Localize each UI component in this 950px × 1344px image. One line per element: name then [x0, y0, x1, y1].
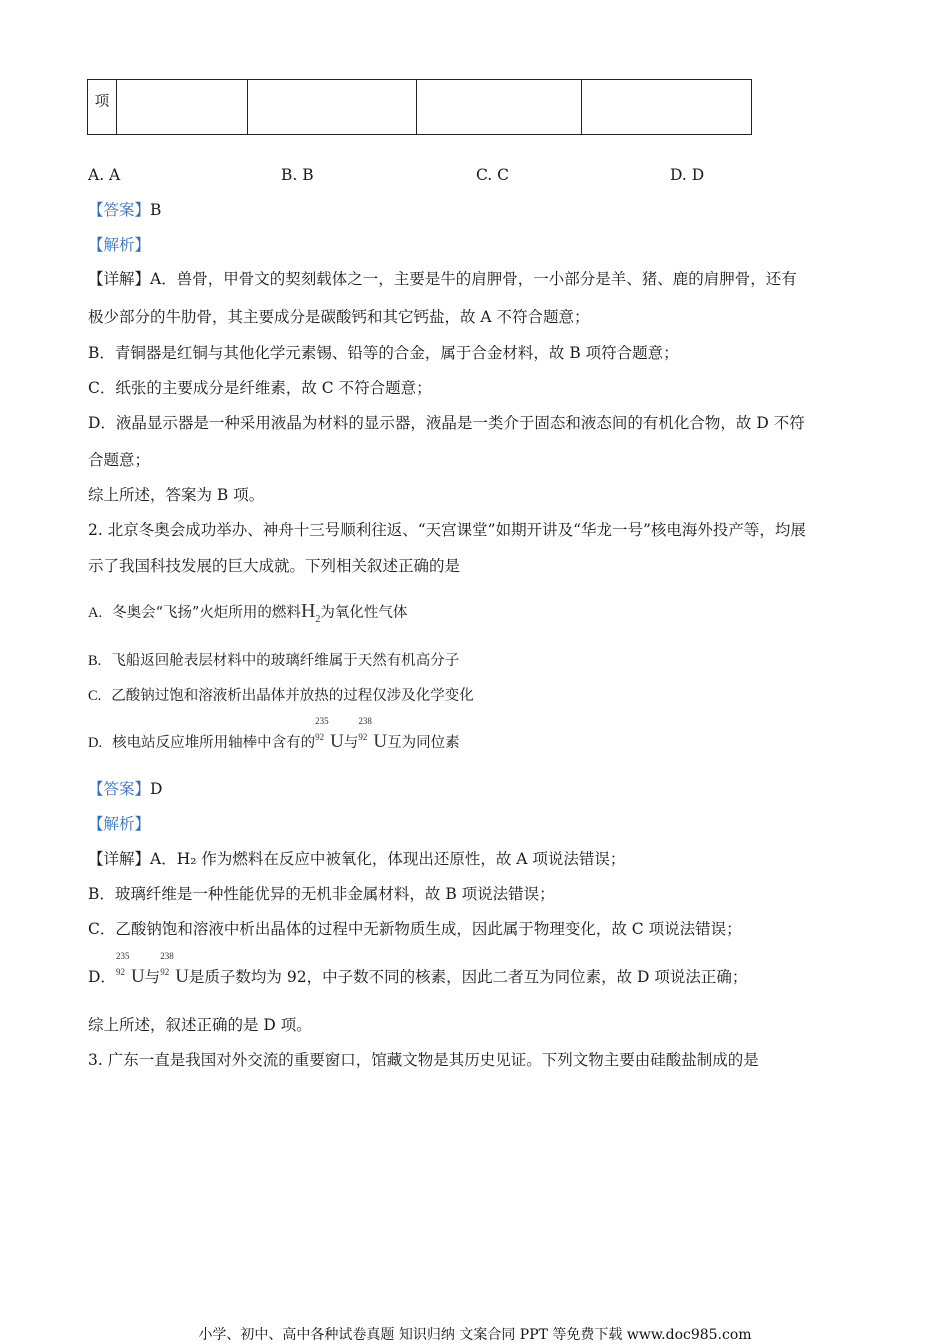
option-letter: B. [88, 653, 102, 669]
q1-option-c[interactable]: C. C [476, 166, 510, 184]
q2-stem-cont: 示了我国科技发展的巨大成就。下列相关叙述正确的是 [88, 557, 461, 575]
q1-detail-d-cont: 合题意； [88, 451, 151, 469]
table-cell [117, 80, 248, 135]
detail-text: A．兽骨，甲骨文的契刻载体之一，主要是牛的肩胛骨，一小部分是羊、猪、鹿的肩胛骨，还有 [150, 270, 797, 288]
q1-option-a[interactable]: A. A [88, 166, 121, 184]
option-text: 核电站反应堆所用轴棒中含有的 [112, 735, 316, 751]
table-cell [582, 80, 752, 135]
q1-detail-a [88, 268, 797, 290]
option-letter: C. [88, 688, 102, 704]
detail-text: A．H₂ 作为燃料在反应中被氧化，体现出还原性，故 A 项说法错误； [150, 850, 626, 868]
q2-detail-d [88, 951, 748, 988]
option-text: 乙酸钠过饱和溶液析出晶体并放热的过程仅涉及化学变化 [111, 688, 474, 704]
table-cell [248, 80, 417, 135]
option-text: 互为同位素 [387, 735, 460, 751]
answer-options-table [87, 79, 752, 135]
q1-option-b[interactable]: B. B [281, 166, 314, 184]
option-text: 冬奥会“飞扬”火炬所用的燃料 [112, 605, 301, 621]
answer-value: B [150, 201, 162, 219]
q1-detail-b: B．青铜器是红铜与其他化学元素锡、铅等的合金，属于合金材料，故 B 项符合题意； [88, 344, 679, 362]
q1-detail-d: D．液晶显示器是一种采用液晶为材料的显示器，液晶是一类介于固态和液态间的有机化合物，故 D 不符 [88, 414, 805, 432]
uranium-235-nuclide: 235 92 U [115, 951, 145, 987]
q2-stem: 2. 北京冬奥会成功举办、神舟十三号顺利往返、“天宫课堂”如期开讲及“华龙一号”核电海外投产等，均展 [88, 521, 806, 539]
table-cell [417, 80, 582, 135]
q2-option-c[interactable] [88, 685, 474, 707]
q2-analysis-tag: 【解析】 [88, 815, 151, 833]
q2-detail-b: B．玻璃纤维是一种性能优异的无机非金属材料，故 B 项说法错误； [88, 885, 555, 903]
answer-value: D [150, 780, 163, 798]
q2-summary: 综上所述，叙述正确的是 D 项。 [88, 1016, 312, 1034]
q2-detail-a [88, 848, 625, 870]
q1-answer [88, 199, 161, 221]
q3-stem: 3. 广东一直是我国对外交流的重要窗口，馆藏文物是其历史见证。下列文物主要由硅酸盐制成的是 [88, 1051, 759, 1069]
q1-summary: 综上所述，答案为 B 项。 [88, 486, 265, 504]
q1-analysis-tag: 【解析】 [88, 236, 151, 254]
uranium-238-nuclide: 238 92 U [358, 716, 388, 752]
q2-answer [88, 778, 162, 800]
q1-detail-a-cont: 极少部分的牛肋骨，其主要成分是碳酸钙和其它钙盐，故 A 不符合题意； [88, 308, 590, 326]
q2-option-b[interactable] [88, 650, 459, 672]
option-text: 飞船返回舱表层材料中的玻璃纤维属于天然有机高分子 [111, 653, 460, 669]
detail-tag: 【详解】 [88, 850, 151, 868]
option-text: 为氧化性气体 [320, 605, 408, 621]
option-text: 与 [343, 735, 359, 751]
h2-formula: $H_2$ [300, 600, 321, 625]
uranium-235-nuclide: 235 92 U [315, 716, 344, 752]
table-row-label: 项 [88, 80, 117, 135]
option-letter: A. [88, 605, 103, 621]
q2-option-a[interactable] [88, 600, 407, 631]
q1-option-d[interactable]: D. D [670, 166, 705, 184]
detail-tag: 【详解】 [88, 270, 151, 288]
detail-text: 是质子数均为 92，中子数不同的核素，因此二者互为同位素，故 D 项说法正确； [188, 968, 748, 986]
answer-tag: 【答案】 [88, 780, 151, 798]
q2-detail-c: C．乙酸钠饱和溶液中析出晶体的过程中无新物质生成，因此属于物理变化，故 C 项说法错误； [88, 920, 742, 938]
detail-letter: D． [88, 968, 116, 986]
page-footer[interactable]: 小学、初中、高中各种试卷真题 知识归纳 文案合同 PPT 等免费下载 www.doc985.com [198, 1327, 752, 1343]
option-letter: D. [88, 735, 103, 751]
q2-option-d[interactable] [88, 716, 460, 754]
q1-detail-c: C．纸张的主要成分是纤维素，故 C 不符合题意； [88, 379, 432, 397]
detail-text: 与 [144, 968, 161, 986]
uranium-238-nuclide: 238 92 U [160, 951, 189, 987]
table-row [88, 80, 752, 135]
answer-tag: 【答案】 [88, 201, 151, 219]
